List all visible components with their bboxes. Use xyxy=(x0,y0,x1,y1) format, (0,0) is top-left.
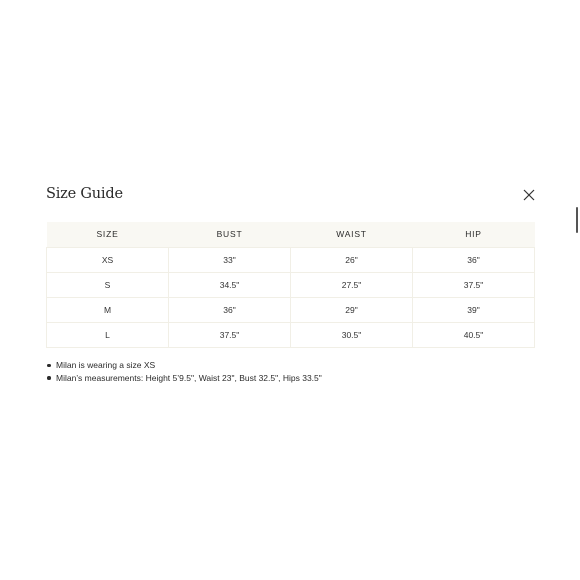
table-row xyxy=(47,297,535,322)
scrollbar[interactable] xyxy=(576,207,578,233)
cell-waist: 27.5" xyxy=(291,272,413,297)
table-row xyxy=(47,272,535,297)
header-bust: BUST xyxy=(216,229,243,240)
table-row xyxy=(47,247,535,272)
cell-waist: 30.5" xyxy=(291,322,413,347)
header-waist: WAIST xyxy=(336,229,367,240)
cell-bust: 37.5" xyxy=(169,322,291,347)
cell-size: M xyxy=(47,297,169,322)
cell-size: XS xyxy=(47,247,169,272)
size-table xyxy=(46,222,535,348)
table-row xyxy=(47,322,535,347)
cell-hip: 36" xyxy=(413,247,535,272)
cell-bust: 34.5" xyxy=(169,272,291,297)
cell-hip: 40.5" xyxy=(413,322,535,347)
cell-hip: 37.5" xyxy=(413,272,535,297)
table-header-row xyxy=(47,222,535,247)
cell-bust: 33" xyxy=(169,247,291,272)
cell-size: S xyxy=(47,272,169,297)
cell-size: L xyxy=(47,322,169,347)
cell-hip: 39" xyxy=(413,297,535,322)
modal-title: Size Guide xyxy=(46,186,123,202)
model-notes xyxy=(46,359,322,384)
header-hip: HIP xyxy=(465,229,482,240)
cell-bust: 36" xyxy=(169,297,291,322)
close-button[interactable] xyxy=(519,185,539,205)
cell-waist: 26" xyxy=(291,247,413,272)
note-item: Milan’s measurements: Height 5’9.5", Waist 23", Bust 32.5", Hips 33.5" xyxy=(56,372,322,383)
header-size: SIZE xyxy=(96,229,119,240)
note-item: Milan is wearing a size XS xyxy=(56,359,322,372)
cell-waist: 29" xyxy=(291,297,413,322)
close-icon xyxy=(519,185,539,205)
